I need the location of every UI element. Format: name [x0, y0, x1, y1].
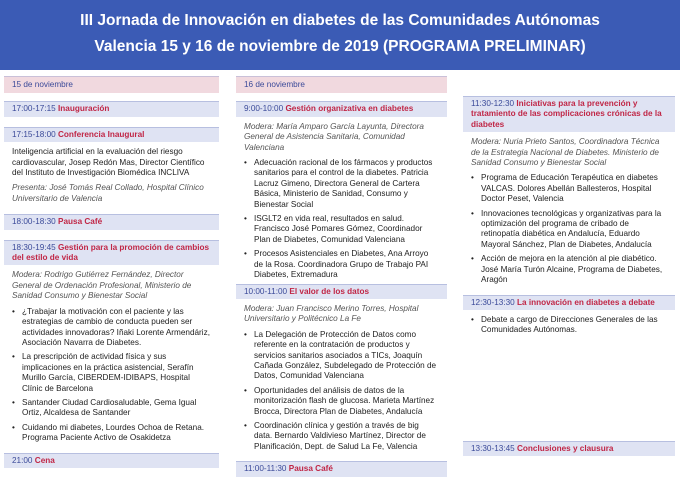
- session-title: Inauguración: [58, 104, 110, 114]
- column-day-2: [236, 76, 447, 481]
- session-title: Cena: [34, 455, 55, 465]
- session-slot: [4, 214, 219, 229]
- list-item: • Programa de Educación Terapéutica en diabetes VALCAS. Dolores Abellán Ballesteros, Hospital Doctor Peset, Valencia: [463, 172, 675, 207]
- list-item: • La Delegación de Protección de Datos como referente en la contratación de productos y servicios sanitarios asociados a TICs, Joaquín Cañada González, Subdelegado de Protección de Datos, Comunidad Valenciana: [236, 329, 447, 385]
- moderator-text: Modera: Juan Francisco Merino Torres, Hospital Universitario y Politécnico La Fe: [244, 303, 419, 324]
- session-slot: [4, 127, 219, 142]
- session-title: Gestión organizativa en diabetes: [285, 104, 414, 114]
- list-item: • Oportunidades del análisis de datos de la monitorización flash de glucosa. Marieta Martínez Brocca, Directora Plan de Diabetes, Andalucía: [236, 385, 447, 420]
- session-slot: [4, 101, 219, 116]
- session-title: El valor de los datos: [289, 286, 370, 296]
- day-heading: 15 de noviembre: [4, 76, 219, 93]
- moderator-text: Modera: Nuria Prieto Santos, Coordinadora Técnica de la Estrategia Nacional de Diabetes. Ministerio de Sanidad Consumo y Bienestar Social: [471, 137, 660, 168]
- list-item: • Adecuación racional de los fármacos y productos sanitarios para el control de la diabetes. Patricia Lacruz Gimeno, Directora General de Cartera Básica, Ministerio de Sanidad, Consumo y Bienestar Social: [236, 157, 447, 213]
- list-item: • Innovaciones tecnológicas y organizativas para la optimización del programa de cribado de retinopatía diabética en Andalucía, Eduardo Mayoral Sánchez, Plan de Diabetes, Andalucía: [463, 208, 675, 254]
- event-title: III Jornada de Innovación en diabetes de las Comunidades Autónomas: [80, 12, 600, 29]
- session-time: 11:30-12:30: [471, 99, 515, 108]
- closing-block: [463, 441, 675, 460]
- list-item: • La prescripción de actividad física y sus implicaciones en la práctica asistencial, Serafín Murillo García, CIBERDEM-IDIBAPS, Hospital Clínic de Barcelona: [4, 351, 219, 397]
- session-title: Gestión para la promoción de cambios del estilo de vida: [12, 242, 210, 263]
- session-slot: [463, 295, 675, 310]
- session-slot: [236, 284, 447, 299]
- session-time: 21:00: [12, 455, 33, 465]
- list-item: • ISGLT2 en vida real, resultados en salud. Francisco José Pomares Gómez, Coordinador Plan de Diabetes, Comunidad Valenciana: [236, 213, 447, 248]
- session-slot: [4, 453, 219, 468]
- list-item: • Acción de mejora en la atención al pie diabético. José María Turón Alcaine, Programa de Diabetes, Aragón: [463, 253, 675, 288]
- list-item: • Cuidando mi diabetes, Lourdes Ochoa de Retana. Programa Paciente Activo de Osakidetza: [4, 422, 219, 447]
- moderator-text: Modera: María Amparo García Layunta, Directora General de Asistencia Sanitaria, Comunidad Valenciana: [244, 121, 424, 152]
- session-title: Pausa Café: [288, 464, 333, 474]
- list-item: • Procesos Asistenciales en Diabetes, Ana Arroyo de la Rosa. Coordinadora Grupo de Trabajo PAI Diabetes, Extremadura: [236, 248, 447, 283]
- session-time: 13:30-13:45: [471, 444, 515, 453]
- session-title: La innovación en diabetes a debate: [517, 297, 655, 307]
- list-item: • Coordinación clínica y gestión a través de big data. Bernardo Valdivieso Martínez, Director de Planificación, Dept. de Salud La Fe, Valencia: [236, 420, 447, 455]
- program-header: [0, 0, 680, 70]
- list-item: • ¿Trabajar la motivación con el paciente y las estrategias de cambio de conducta pueden ser actividades innovadoras? Iñaki Lorente Armendáriz, Asociación Navarra de Diabetes.: [4, 306, 219, 352]
- moderator-text: Modera: Rodrigo Gutiérrez Fernández, Director General de Ordenación Profesional, Ministerio de Sanidad Consumo y Bienestar Social: [12, 270, 192, 301]
- session-slot: [236, 461, 447, 476]
- session-time: 18:00-18:30: [12, 217, 56, 227]
- session-time: 17:00-17:15: [12, 104, 56, 114]
- session-title: Conferencia Inaugural: [58, 129, 145, 139]
- session-title: Conclusiones y clausura: [517, 444, 614, 453]
- session-time: 10:00-11:00: [244, 286, 288, 296]
- session-slot: [463, 441, 675, 456]
- session-slot: [236, 101, 447, 116]
- presenter-text: Presenta: José Tomás Real Collado, Hospital Clínico Universitario de Valencia: [12, 183, 204, 203]
- column-day-1: [4, 76, 219, 472]
- list-item: • Santander Ciudad Cardiosaludable, Gema Igual Ortiz, Alcaldesa de Santander: [4, 397, 219, 422]
- session-time: 9:00-10:00: [244, 104, 284, 114]
- list-item: • Debate a cargo de Direcciones Generales de las Comunidades Autónomas.: [463, 314, 675, 339]
- session-slot: [463, 96, 675, 132]
- column-day-2-cont: [463, 96, 675, 339]
- session-title: Iniciativas para la prevención y tratamiento de las complicaciones crónicas de la diabetes: [471, 99, 662, 129]
- session-text: Inteligencia artificial en la evaluación del riesgo cardiovascular, Josep Redón Mas, Director Científico del Instituto de Investigación Biomédica INCLIVA: [12, 147, 205, 178]
- day-heading: 16 de noviembre: [236, 76, 447, 93]
- session-time: 12:30-13:30: [471, 297, 515, 307]
- session-time: 18:30-19:45: [12, 242, 56, 252]
- session-slot: [4, 240, 219, 266]
- event-subtitle: Valencia 15 y 16 de noviembre de 2019 (PROGRAMA PRELIMINAR): [94, 38, 586, 55]
- session-time: 11:00-11:30: [244, 464, 287, 474]
- session-title: Pausa Café: [58, 217, 103, 227]
- session-time: 17:15-18:00: [12, 129, 56, 139]
